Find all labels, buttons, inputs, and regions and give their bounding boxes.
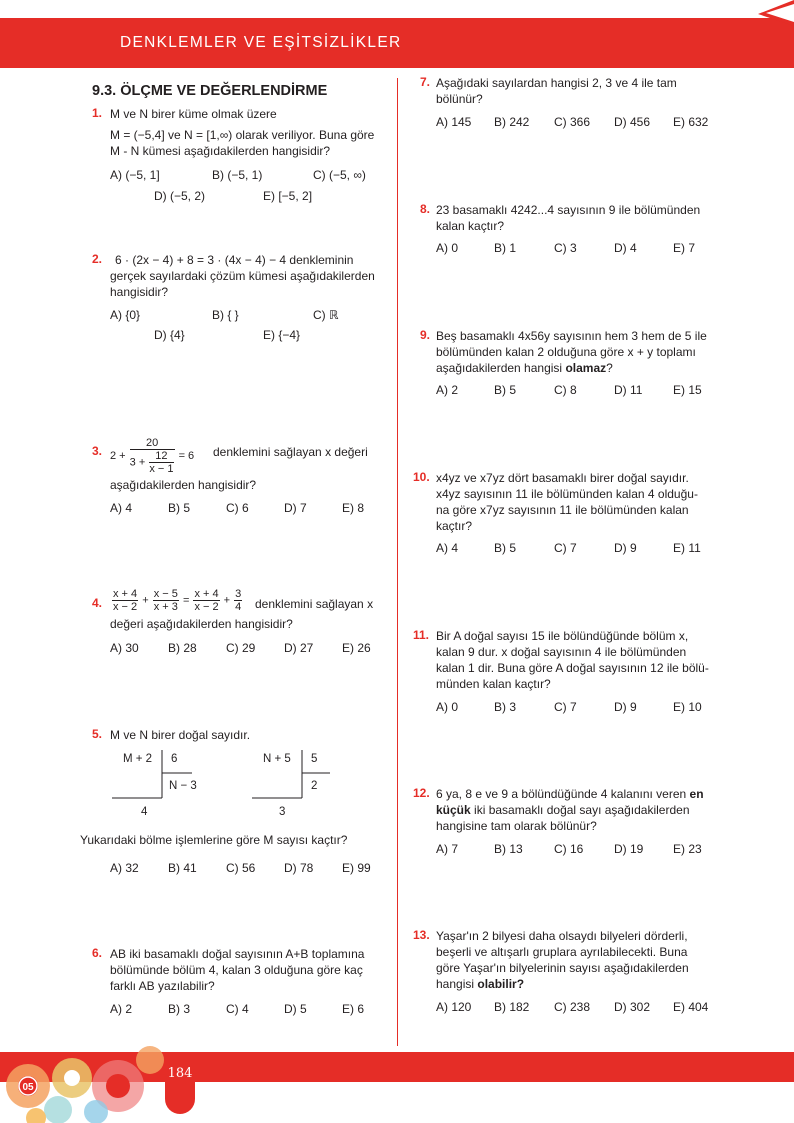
option-c[interactable]: C) ℝ xyxy=(313,308,339,322)
section-title: 9.3. ÖLÇME VE DEĞERLENDİRME xyxy=(92,83,328,99)
question-text xyxy=(436,802,690,819)
math-operator: + xyxy=(142,594,149,607)
question-text: Yaşar'ın 2 bilyesi daha olsaydı bilyeleri dörderli, xyxy=(436,929,688,943)
question-text: M ve N birer küme olmak üzere xyxy=(110,107,277,121)
question-text: farklı AB yazılabilir? xyxy=(110,979,215,993)
question-text: Beş basamaklı 4x56y sayısının hem 3 hem de 5 ile xyxy=(436,329,707,343)
option-e[interactable]: E) 7 xyxy=(673,241,696,255)
option-a[interactable]: A) 0 xyxy=(436,700,459,714)
option-a[interactable]: A) 7 xyxy=(436,842,459,856)
question-text: bölümünde bölüm 4, kalan 3 olduğuna göre kaç xyxy=(110,963,363,977)
math-denominator: x − 2 xyxy=(194,601,219,613)
question-text: denklemini sağlayan x değeri xyxy=(213,445,368,459)
question-text: kalan 1 dir. Buna göre A doğal sayısının 12 ile bölü- xyxy=(436,661,709,675)
option-d[interactable]: D) 9 xyxy=(614,700,637,714)
math-term: = 6 xyxy=(178,450,195,462)
math-fraction xyxy=(112,588,138,613)
option-e[interactable]: E) 26 xyxy=(342,641,371,655)
question-number: 4. xyxy=(92,596,103,610)
option-b[interactable]: B) 1 xyxy=(494,241,517,255)
option-a[interactable]: A) 2 xyxy=(110,1002,133,1016)
option-d[interactable]: D) (−5, 2) xyxy=(154,189,206,203)
chapter-title: DENKLEMLER VE EŞİTSİZLİKLER xyxy=(120,34,402,51)
question-text: na göre x7yz sayısının 11 ile bölümünden kalan xyxy=(436,503,689,517)
question-number: 11. xyxy=(413,628,430,642)
option-e[interactable]: E) 99 xyxy=(342,861,371,875)
option-a[interactable]: A) 145 xyxy=(436,115,472,129)
question-text xyxy=(436,976,524,993)
remainder: 4 xyxy=(141,806,148,818)
question-number: 6. xyxy=(92,946,103,960)
question-text xyxy=(436,786,704,803)
question-number: 5. xyxy=(92,727,103,741)
quotient: N − 3 xyxy=(169,780,197,792)
question-text: M = (−5,4] ve N = [1,∞) olarak veriliyor. Buna göre xyxy=(110,128,375,142)
page-tab xyxy=(165,1052,195,1114)
question-text: AB iki basamaklı doğal sayısının A+B toplamına xyxy=(110,947,365,961)
option-d[interactable]: D) 302 xyxy=(614,1000,651,1014)
corner-tab xyxy=(752,0,794,26)
question-text: x4yz ve x7yz dört basamaklı birer doğal sayıdır. xyxy=(436,471,689,485)
math-numerator: 20 xyxy=(130,437,175,450)
emphasis: olamaz xyxy=(565,361,607,375)
math-denominator xyxy=(130,450,175,475)
question-text: hangisine tam olarak bölünür? xyxy=(436,819,597,833)
option-e[interactable]: E) [−5, 2] xyxy=(263,189,313,203)
math-denominator: x + 3 xyxy=(153,601,178,613)
option-c[interactable]: C) 4 xyxy=(226,1002,249,1016)
question-text: gerçek sayılardaki çözüm kümesi aşağıdakilerden xyxy=(110,269,375,283)
quotient: 2 xyxy=(311,780,318,792)
option-c[interactable]: C) 8 xyxy=(554,383,577,397)
option-a[interactable]: A) 2 xyxy=(436,383,459,397)
gear-number: 05 xyxy=(22,1082,34,1093)
divisor: 6 xyxy=(171,753,178,765)
question-text: göre Yaşar'ın bilyelerinin sayısı aşağıdakilerden xyxy=(436,961,689,975)
question-text: x4yz sayısının 11 ile bölümünden kalan 4 olduğu- xyxy=(436,487,698,501)
math-term: 3 + xyxy=(129,456,146,469)
math-operator: + xyxy=(223,594,231,607)
math-numerator: x − 5 xyxy=(153,588,178,600)
question-text: M - N kümesi aşağıdakilerden hangisidir? xyxy=(110,144,331,158)
option-a[interactable]: A) (−5, 1] xyxy=(110,168,160,182)
dividend: N + 5 xyxy=(263,753,291,765)
question-text: bölünür? xyxy=(436,92,483,106)
option-d[interactable]: D) {4} xyxy=(154,328,185,342)
question-number: 10. xyxy=(413,470,430,484)
question-text: 23 basamaklı 4242...4 sayısının 9 ile bölümünden xyxy=(436,203,701,217)
question-text: kalan kaçtır? xyxy=(436,219,505,233)
question-number: 13. xyxy=(413,928,430,942)
math-fraction xyxy=(149,450,173,475)
option-b[interactable]: B) 5 xyxy=(494,541,517,555)
option-c[interactable]: C) 29 xyxy=(226,641,256,655)
option-a[interactable]: A) 0 xyxy=(436,241,459,255)
text-run: aşağıdakilerden hangisi xyxy=(436,361,563,375)
question-text: kalan 9 dur. x doğal sayısının 4 ile bölümünden xyxy=(436,645,687,659)
option-a[interactable]: A) {0} xyxy=(110,308,141,322)
question-number: 3. xyxy=(92,444,103,458)
question-text: kaçtır? xyxy=(436,519,473,533)
text-run: iki basamaklı doğal sayı aşağıdakilerden xyxy=(474,803,690,817)
option-d[interactable]: D) 5 xyxy=(284,1002,307,1016)
option-c[interactable]: C) 6 xyxy=(226,501,249,515)
text-run: 6 ya, 8 e ve 9 a bölündüğünde 4 kalanını veren xyxy=(436,787,687,801)
text-run: hangisi xyxy=(436,977,475,991)
option-c[interactable]: C) 7 xyxy=(554,700,577,714)
question-number: 12. xyxy=(413,786,430,800)
option-d[interactable]: D) 11 xyxy=(614,383,643,397)
question-text: Yukarıdaki bölme işlemlerine göre M sayısı kaçtır? xyxy=(80,833,348,847)
option-e[interactable]: E) 15 xyxy=(673,383,702,397)
option-d[interactable]: D) 78 xyxy=(284,861,314,875)
option-e[interactable]: E) 6 xyxy=(342,1002,365,1016)
remainder: 3 xyxy=(279,806,286,818)
option-d[interactable]: D) 4 xyxy=(614,241,637,255)
option-a[interactable]: A) 30 xyxy=(110,641,139,655)
math-fraction xyxy=(130,437,175,475)
math-denominator: x − 1 xyxy=(149,463,174,475)
question-number: 8. xyxy=(420,202,431,216)
math-numerator: 12 xyxy=(149,450,173,463)
option-b[interactable]: B) 5 xyxy=(494,383,517,397)
option-b[interactable]: B) 13 xyxy=(494,842,523,856)
option-c[interactable]: C) 3 xyxy=(554,241,577,255)
question-text: aşağıdakilerden hangisidir? xyxy=(110,478,257,492)
math-denominator: x − 2 xyxy=(113,601,138,613)
option-a[interactable]: A) 4 xyxy=(110,501,133,515)
question-number: 7. xyxy=(420,75,431,89)
question-number: 9. xyxy=(420,328,431,342)
gears-decoration xyxy=(0,1038,165,1123)
option-b[interactable]: B) 3 xyxy=(494,700,517,714)
divisor: 5 xyxy=(311,753,318,765)
option-e[interactable]: E) 23 xyxy=(673,842,702,856)
option-e[interactable]: E) 404 xyxy=(673,1000,709,1014)
option-c[interactable]: C) 238 xyxy=(554,1000,591,1014)
question-text: denklemini sağlayan x xyxy=(255,597,374,611)
option-b[interactable]: B) 28 xyxy=(168,641,197,655)
question-text xyxy=(436,360,613,377)
question-text: 6 · (2x − 4) + 8 = 3 · (4x − 4) − 4 denkleminin xyxy=(115,253,354,267)
emphasis: olabilir? xyxy=(477,977,525,991)
question-number: 1. xyxy=(92,106,103,120)
emphasis: en xyxy=(689,787,704,801)
option-c[interactable]: C) (−5, ∞) xyxy=(313,168,366,182)
option-e[interactable]: E) 8 xyxy=(342,501,365,515)
question-text: beşerli ve altışarlı gruplara ayrılabilecekti. Buna xyxy=(436,945,688,959)
math-fraction xyxy=(193,588,219,613)
math-expression xyxy=(110,437,194,475)
option-b[interactable]: B) (−5, 1) xyxy=(212,168,263,182)
math-numerator: x + 4 xyxy=(113,588,138,600)
option-b[interactable]: B) 3 xyxy=(168,1002,191,1016)
math-operator: = xyxy=(182,594,190,607)
emphasis: küçük xyxy=(436,803,471,817)
page-number: 184 xyxy=(167,1066,193,1081)
option-b[interactable]: B) 182 xyxy=(494,1000,530,1014)
question-number: 2. xyxy=(92,252,103,266)
page-header xyxy=(0,18,794,68)
option-d[interactable]: D) 456 xyxy=(614,115,651,129)
option-e[interactable]: E) {−4} xyxy=(263,328,301,342)
option-d[interactable]: D) 7 xyxy=(284,501,307,515)
question-text: hangisidir? xyxy=(110,285,169,299)
option-d[interactable]: D) 9 xyxy=(614,541,637,555)
option-a[interactable]: A) 120 xyxy=(436,1000,472,1014)
text-run: ? xyxy=(606,361,613,375)
math-denominator: 4 xyxy=(235,601,242,613)
math-numerator: 3 xyxy=(235,588,242,600)
math-expression xyxy=(111,588,243,613)
question-text: Aşağıdaki sayılardan hangisi 2, 3 ve 4 ile tam xyxy=(436,76,677,90)
question-text: münden kalan kaçtır? xyxy=(436,677,551,691)
math-fraction xyxy=(153,588,179,613)
option-b[interactable]: B) 5 xyxy=(168,501,191,515)
column-divider xyxy=(397,78,398,1046)
option-c[interactable]: C) 16 xyxy=(554,842,584,856)
option-e[interactable]: E) 632 xyxy=(673,115,709,129)
question-text: M ve N birer doğal sayıdır. xyxy=(110,728,251,742)
option-a[interactable]: A) 32 xyxy=(110,861,139,875)
option-a[interactable]: A) 4 xyxy=(436,541,459,555)
option-b[interactable]: B) 242 xyxy=(494,115,530,129)
option-c[interactable]: C) 56 xyxy=(226,861,256,875)
math-numerator: x + 4 xyxy=(194,588,219,600)
option-e[interactable]: E) 11 xyxy=(673,541,701,555)
dividend: M + 2 xyxy=(123,753,153,765)
option-d[interactable]: D) 19 xyxy=(614,842,644,856)
question-text: bölümünden kalan 2 olduğuna göre x + y toplamı xyxy=(436,345,696,359)
math-term: 2 + xyxy=(110,450,126,462)
math-fraction xyxy=(234,588,242,613)
option-c[interactable]: C) 366 xyxy=(554,115,591,129)
option-c[interactable]: C) 7 xyxy=(554,541,577,555)
question-text: Bir A doğal sayısı 15 ile bölündüğünde bölüm x, xyxy=(436,629,689,643)
question-text: değeri aşağıdakilerden hangisidir? xyxy=(110,617,293,631)
option-b[interactable]: B) 41 xyxy=(168,861,197,875)
option-b[interactable]: B) { } xyxy=(212,308,239,322)
option-d[interactable]: D) 27 xyxy=(284,641,314,655)
option-e[interactable]: E) 10 xyxy=(673,700,702,714)
